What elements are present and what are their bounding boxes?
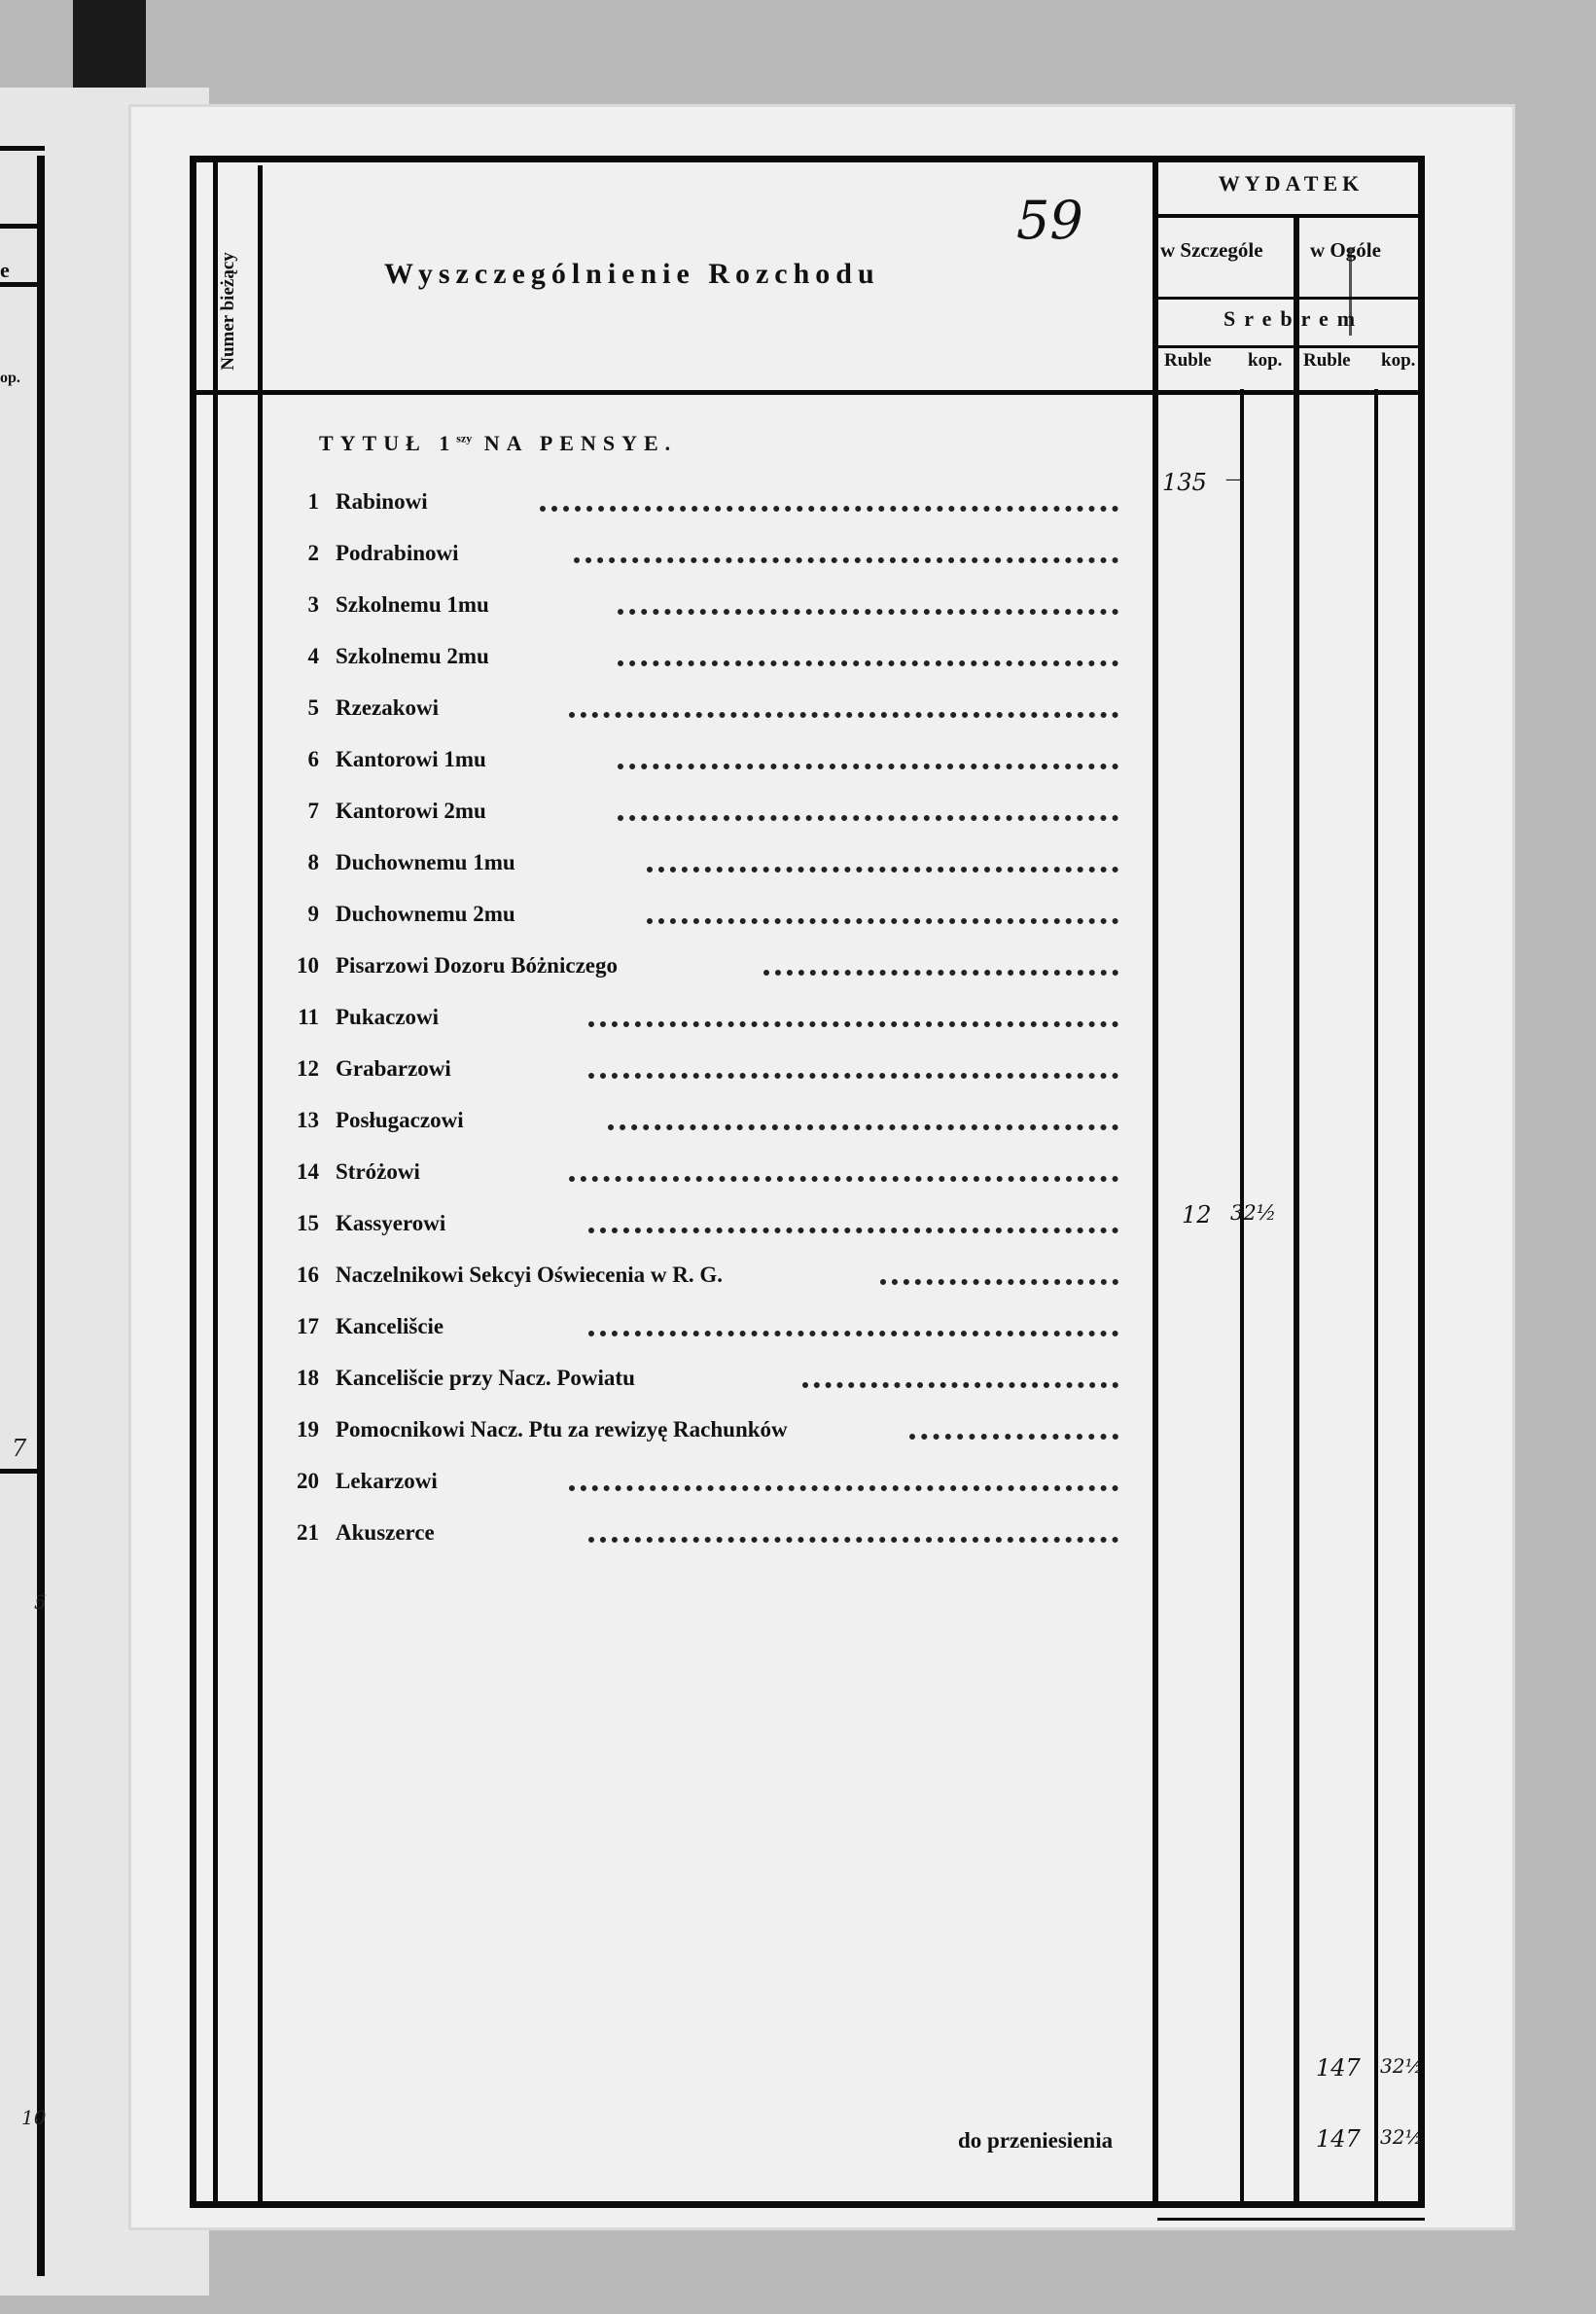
table-row xyxy=(131,850,1162,883)
row-label: Pukaczowi xyxy=(336,1005,440,1029)
row-number: 5 xyxy=(307,695,319,720)
leader-dots xyxy=(569,712,1118,718)
table-row xyxy=(131,1211,1162,1244)
left-page-fragment-text: op. xyxy=(0,370,20,386)
left-page-rule xyxy=(37,156,45,2276)
row-number: 9 xyxy=(307,902,319,926)
row-label: Duchownemu 1mu xyxy=(336,850,515,874)
row-label: Grabarzowi xyxy=(336,1056,451,1081)
table-row xyxy=(131,1314,1162,1347)
table-row xyxy=(131,1263,1162,1296)
row-label: Szkolnemu 1mu xyxy=(336,592,489,617)
left-page-handwritten: 10 xyxy=(21,2106,47,2129)
row-label: Pomocnikowi Nacz. Ptu za rewizyę Rachunków xyxy=(336,1417,788,1442)
w-szczegole-header: w Szczególe xyxy=(1160,238,1263,262)
table-row xyxy=(131,1417,1162,1450)
amount-total-kop: 32½ xyxy=(1380,2054,1424,2078)
section-title: TYTUŁ $1^{szy}$ NA PENSYE. xyxy=(319,431,678,455)
row-label: Kantorowi 2mu xyxy=(336,799,486,823)
row-number: 7 xyxy=(307,799,319,823)
table-row xyxy=(131,1108,1162,1141)
carry-kop: 32½ xyxy=(1380,2125,1424,2149)
leader-dots xyxy=(618,609,1118,615)
left-page-rule-mid xyxy=(0,224,45,229)
leader-dots xyxy=(608,1124,1118,1130)
srebrem-rule xyxy=(1157,345,1425,348)
wydatek-rule xyxy=(1157,214,1425,218)
row-label: Naczelnikowi Sekcyi Oświecenia w R. G. xyxy=(336,1263,723,1287)
unit-ruble: Ruble xyxy=(1164,350,1212,371)
row-label: Posługaczowi xyxy=(336,1108,464,1132)
srebrem-header: Srebrem xyxy=(1223,306,1365,331)
table-row xyxy=(131,644,1162,677)
leader-dots xyxy=(588,1228,1118,1233)
row-label: Kancelišcie przy Nacz. Powiatu xyxy=(336,1366,635,1390)
ledger-page xyxy=(131,107,1512,2227)
leader-dots xyxy=(588,1537,1118,1543)
page-number: 59 xyxy=(1016,190,1083,251)
amount-row15-kop: 32½ xyxy=(1230,1201,1277,1225)
left-page-handwritten: 5 xyxy=(34,1590,47,1614)
row-label: Stróżowi xyxy=(336,1159,420,1184)
table-row xyxy=(131,902,1162,935)
row-label: Kancelišcie xyxy=(336,1314,444,1338)
row-label: Szkolnemu 2mu xyxy=(336,644,489,668)
carry-ruble: 147 xyxy=(1316,2125,1361,2153)
row-label: Kantorowi 1mu xyxy=(336,747,486,771)
total-kop-rule xyxy=(1374,389,1378,2208)
page-title: Wyszczególnienie Rozchodu xyxy=(384,258,880,290)
subheader-rule xyxy=(1157,297,1425,300)
table-row xyxy=(131,541,1162,574)
row-number: 2 xyxy=(307,541,319,565)
row-label: Duchownemu 2mu xyxy=(336,902,515,926)
table-row xyxy=(131,489,1162,522)
row-label: Akuszerce xyxy=(336,1520,435,1545)
leader-dots xyxy=(540,506,1118,512)
row-label: Podrabinowi xyxy=(336,541,459,565)
row-number: 10 xyxy=(297,953,319,978)
row-label: Lekarzowi xyxy=(336,1469,438,1493)
row-number: 18 xyxy=(297,1366,319,1390)
row-number: 6 xyxy=(307,747,319,771)
leader-dots xyxy=(588,1331,1118,1336)
row-number: 12 xyxy=(297,1056,319,1081)
leader-dots xyxy=(588,1073,1118,1079)
unit-ruble: Ruble xyxy=(1303,350,1351,371)
row-number: 19 xyxy=(297,1417,319,1442)
table-row xyxy=(131,1159,1162,1193)
row-number: 15 xyxy=(297,1211,319,1235)
leader-dots xyxy=(647,867,1118,872)
row-number: 1 xyxy=(307,489,319,514)
row-number: 8 xyxy=(307,850,319,874)
row-number: 16 xyxy=(297,1263,319,1287)
table-row xyxy=(131,1056,1162,1089)
header-separator xyxy=(190,390,1425,395)
leader-dots xyxy=(618,660,1118,666)
wydatek-header: WYDATEK xyxy=(1218,171,1365,196)
carry-rule xyxy=(1157,2218,1425,2221)
left-page-fragment-text: e xyxy=(0,258,10,282)
leader-dots xyxy=(574,557,1118,563)
row-number: 3 xyxy=(307,592,319,617)
row-number: 11 xyxy=(298,1005,319,1029)
detail-kop-rule xyxy=(1240,389,1244,2208)
table-row xyxy=(131,1005,1162,1038)
w-ogole-header: w Ogóle xyxy=(1310,238,1381,262)
row-number: 4 xyxy=(307,644,319,668)
left-page-rule-top xyxy=(0,146,45,151)
leader-dots xyxy=(618,764,1118,769)
leader-dots xyxy=(763,970,1118,976)
amount-row1-ruble: 135 xyxy=(1162,469,1207,496)
row-number: 20 xyxy=(297,1469,319,1493)
table-row xyxy=(131,1520,1162,1553)
table-row xyxy=(131,592,1162,625)
table-row xyxy=(131,1366,1162,1399)
table-row xyxy=(131,953,1162,986)
row-number: 14 xyxy=(297,1159,319,1184)
unit-kop: kop. xyxy=(1381,350,1416,371)
row-number: 21 xyxy=(297,1520,319,1545)
row-label: Pisarzowi Dozoru Bóżniczego xyxy=(336,953,618,978)
amount-row15-ruble: 12 xyxy=(1182,1201,1212,1228)
unit-kop: kop. xyxy=(1248,350,1283,371)
amount-row1-kop: — xyxy=(1225,469,1243,489)
left-page-handwritten: 7 xyxy=(12,1435,27,1462)
leader-dots xyxy=(569,1176,1118,1182)
left-page-rule-low xyxy=(0,1469,45,1474)
table-row xyxy=(131,747,1162,780)
leader-dots xyxy=(618,815,1118,821)
amount-total-ruble: 147 xyxy=(1316,2054,1361,2082)
leader-dots xyxy=(802,1382,1118,1388)
table-row xyxy=(131,1469,1162,1502)
leader-dots xyxy=(588,1021,1118,1027)
row-label: Rabinowi xyxy=(336,489,428,514)
table-row xyxy=(131,799,1162,832)
leader-dots xyxy=(647,918,1118,924)
detail-total-rule xyxy=(1294,214,1299,2208)
leader-dots xyxy=(880,1279,1118,1285)
row-number: 17 xyxy=(297,1314,319,1338)
row-label: Rzezakowi xyxy=(336,695,440,720)
column-label-number: Numer bieżący xyxy=(218,252,239,371)
carry-label: do przeniesienia xyxy=(958,2128,1114,2153)
leader-dots xyxy=(909,1434,1118,1440)
row-label: Kassyerowi xyxy=(336,1211,446,1235)
table-row xyxy=(131,695,1162,729)
row-number: 13 xyxy=(297,1108,319,1132)
leader-dots xyxy=(569,1485,1118,1491)
